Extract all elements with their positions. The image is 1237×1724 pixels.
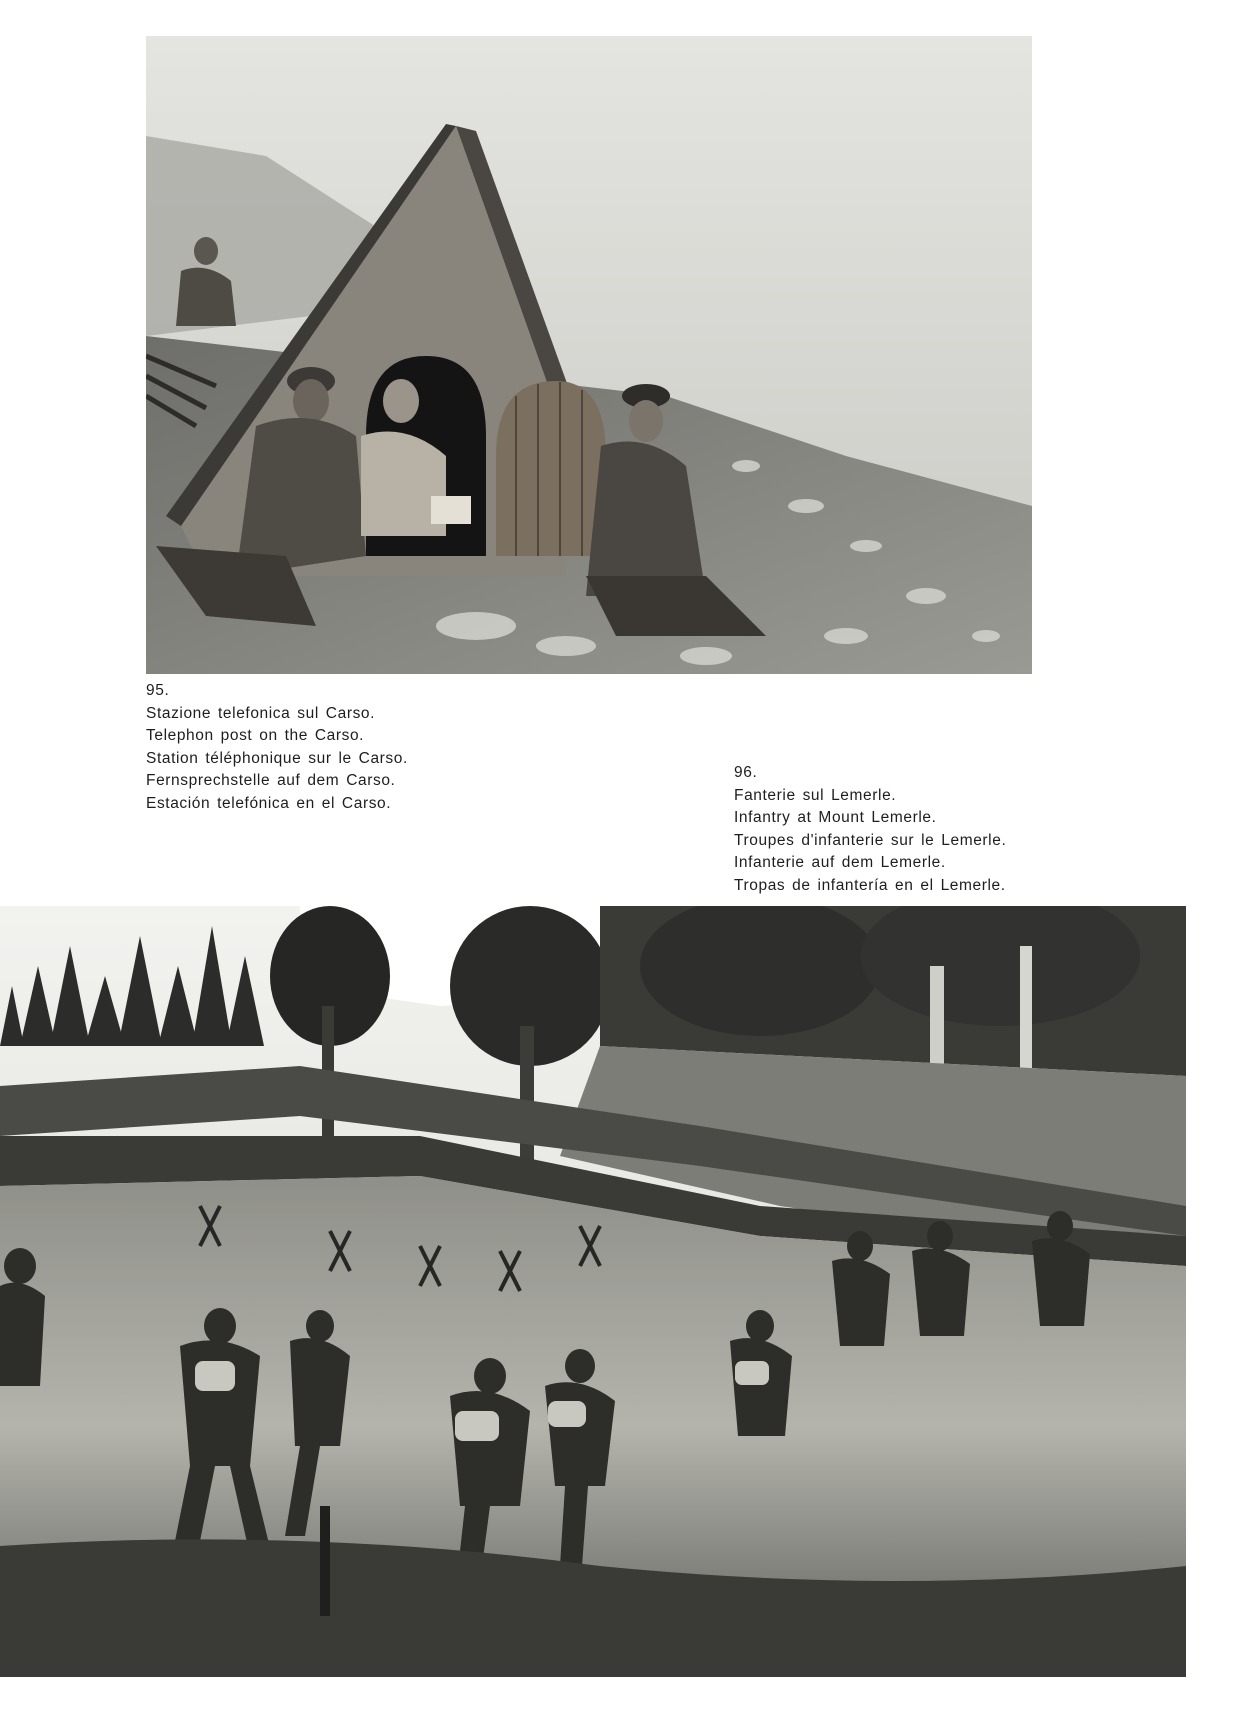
caption-french: Station téléphonique sur le Carso. (146, 749, 408, 767)
figure-number: 96. (734, 764, 758, 781)
caption-figure-96 (734, 762, 1006, 897)
caption-figure-95 (146, 680, 408, 815)
figure-number: 95. (146, 682, 170, 699)
photo-telephone-post (146, 36, 1032, 674)
photo-infantry-lemerle (0, 906, 1186, 1677)
caption-spanish: Estación telefónica en el Carso. (146, 794, 392, 812)
caption-italian: Fanterie sul Lemerle. (734, 786, 897, 804)
caption-italian: Stazione telefonica sul Carso. (146, 704, 376, 722)
caption-german: Fernsprechstelle auf dem Carso. (146, 772, 396, 789)
photo-infantry-lemerle-image (0, 906, 1186, 1677)
caption-english: Telephon post on the Carso. (146, 727, 365, 744)
caption-spanish: Tropas de infantería en el Lemerle. (734, 876, 1006, 894)
photo-telephone-post-image (146, 36, 1032, 674)
caption-english: Infantry at Mount Lemerle. (734, 809, 937, 826)
caption-german: Infanterie auf dem Lemerle. (734, 854, 946, 871)
caption-french: Troupes d'infanterie sur le Lemerle. (734, 831, 1007, 849)
